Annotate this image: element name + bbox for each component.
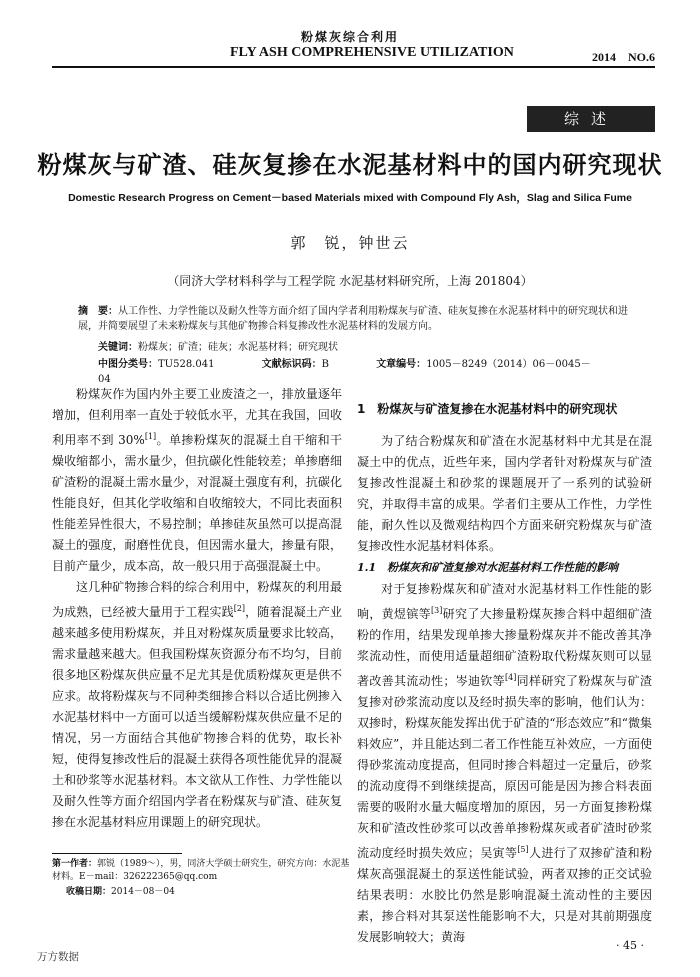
authors: 郭 锐，钟世云 — [290, 234, 410, 252]
header-rule — [52, 66, 655, 68]
journal-name-en: FLY ASH COMPREHENSIVE UTILIZATION — [230, 45, 514, 60]
body-column-right — [357, 399, 652, 948]
keywords-label: 关键词： — [98, 342, 138, 353]
citation[interactable]: [3] — [431, 606, 443, 615]
article-title-cn: 粉煤灰与矿渣、硅灰复掺在水泥基材料中的国内研究现状 — [37, 150, 663, 179]
article-number: 文章编号：1005－8249（2014）06－0045－04 — [98, 359, 591, 385]
clc-code: 中图分类号：TU528.041 — [98, 359, 215, 370]
section-badge: 综述 — [527, 106, 655, 132]
citation[interactable]: [5] — [517, 845, 529, 854]
citation[interactable]: [2] — [233, 604, 246, 613]
citation[interactable]: [1] — [144, 432, 157, 441]
affiliation: （同济大学材料科学与工程学院 水泥基材料研究所，上海 201804） — [167, 274, 533, 288]
body-column-left — [52, 384, 342, 833]
footnote-received: 收稿日期：2014－08－04 — [66, 887, 175, 897]
watermark: 万方数据 — [37, 951, 79, 963]
footnote-author: 第一作者：郭锐（1989～），男，同济大学硕士研究生，研究方向：水泥基材料。E－mail：326222365@qq.com — [52, 859, 350, 882]
journal-name-cn: 粉煤灰综合利用 — [300, 30, 399, 44]
paragraph: 为了结合粉煤灰和矿渣在水泥基材料中尤其是在混凝土中的优点，近些年来，国内学者针对粉煤灰与矿渣复掺改性混凝土和砂浆的课题展开了一系列的试验研究，并取得丰富的成果。学者们主要从工作性，力学性能，耐久性以及微观结构四个方面来研究粉煤灰与矿渣复掺改性水泥基材料体系。 — [357, 434, 652, 553]
citation[interactable]: [4] — [504, 673, 517, 682]
document-code: 文献标识码：B — [261, 359, 329, 370]
abstract-text: 从工作性、力学性能以及耐久性等方面介绍了国内学者利用粉煤灰与矿渣、硅灰复掺在水泥基材料中的研究现状和进展，并简要展望了未来粉煤灰与其他矿物掺合料复掺改性水泥基材料的发展方向。 — [78, 306, 628, 332]
keywords — [98, 340, 338, 355]
subsection-heading: 1.1 粉煤灰和矿渣复掺对水泥基材料工作性能的影响 — [357, 561, 619, 574]
page-number: · 45 · — [616, 939, 644, 952]
abstract — [78, 304, 633, 334]
paragraph: 这几种矿物掺合料的综合利用中，粉煤灰的利用最为成熟，已经被大量用于工程实践[2]，随着混凝土产业越来越多使用粉煤灰，并且对粉煤灰质量要求比较高，需求量越来越大。但我国粉煤灰资源分布不均匀，目前很多地区粉煤灰供应量不足尤其是优质粉煤灰更是供不应求。故将粉煤灰与不同种类细掺合料以合适比例掺入水泥基材料中一方面可以适当缓解粉煤灰供应量不足的情况，另一方面结合其他矿物掺合料的优势，取长补短，使得复掺改性后的混凝土获得各项性能优异的混凝土和砂浆等水泥基材料。本文欲从工作性、力学性能以及耐久性等方面介绍国内学者在粉煤灰与矿渣、硅灰复掺在水泥基材料应用课题上的研究现状。 — [52, 580, 342, 829]
footnote-rule — [52, 853, 182, 854]
classification-row — [98, 357, 618, 387]
keywords-text: 粉煤灰；矿渣；硅灰；水泥基材料；研究现状 — [138, 342, 338, 353]
paragraph: 粉煤灰作为国内外主要工业废渣之一，排放量逐年增加，但利用率一直处于较低水平，尤其在我国，回收利用率不到 30%[1]。单掺粉煤灰的混凝土自干缩和干燥收缩都小，需水量少，但抗碳化性能较差；单掺磨细矿渣粉的混凝土需水量少，对混凝土强度有利，抗碳化性能良好，但其化学收缩和自收缩较大，不同比表面积性能差异性很大，不易控制；单掺硅灰虽然可以提高混凝土的强度，耐磨性优良，但因需水量大，掺量有限，目前产量少，成本高，故一般只用于高强混凝土中。 — [52, 387, 342, 573]
paragraph: 对于复掺粉煤灰和矿渣对水泥基材料工作性能的影响，黄煜镔等[3]研究了大掺量粉煤灰掺合料中超细矿渣粉的作用，结果发现单掺大掺量粉煤灰并不能改善其净浆流动性，而使用适量超细矿渣粉取代粉煤灰则可以显著改善其流动性；岑迪钦等[4]同样研究了粉煤灰与矿渣复掺对砂浆流动度以及经时损失率的影响，他们认为：双掺时，粉煤灰能发挥出优于矿渣的“形态效应”和“微集料效应”，并且能达到二者工作性能互补效应，一方面使得砂浆流动度提高，但同时掺合料超过一定量后，砂浆的流动度得不到继续提高，原因可能是因为掺合料表面需要的吸附水量大幅度增加的原因，另一方面复掺粉煤灰和矿渣改性砂浆可以改善单掺粉煤灰或者矿渣时砂浆流动度经时损失效应；吴寅等[5]人进行了双掺矿渣和粉煤灰高强混凝土的泵送性能试验，两者双掺的正交试验结果表明：水胶比仍然是影响混凝土流动性的主要因素，掺合料对其泵送性能影响不大，只是对其前期强度发展影响较大；黄海 — [357, 582, 652, 944]
section-heading: 1 粉煤灰与矿渣复掺在水泥基材料中的研究现状 — [357, 402, 618, 416]
abstract-label: 摘 要： — [78, 306, 118, 317]
issue-number: 2014 NO.6 — [592, 50, 656, 64]
article-title-en: Domestic Research Progress on Cement－based Materials mixed with Compound Fly Ash，Slag and Silica Fume — [68, 192, 632, 204]
